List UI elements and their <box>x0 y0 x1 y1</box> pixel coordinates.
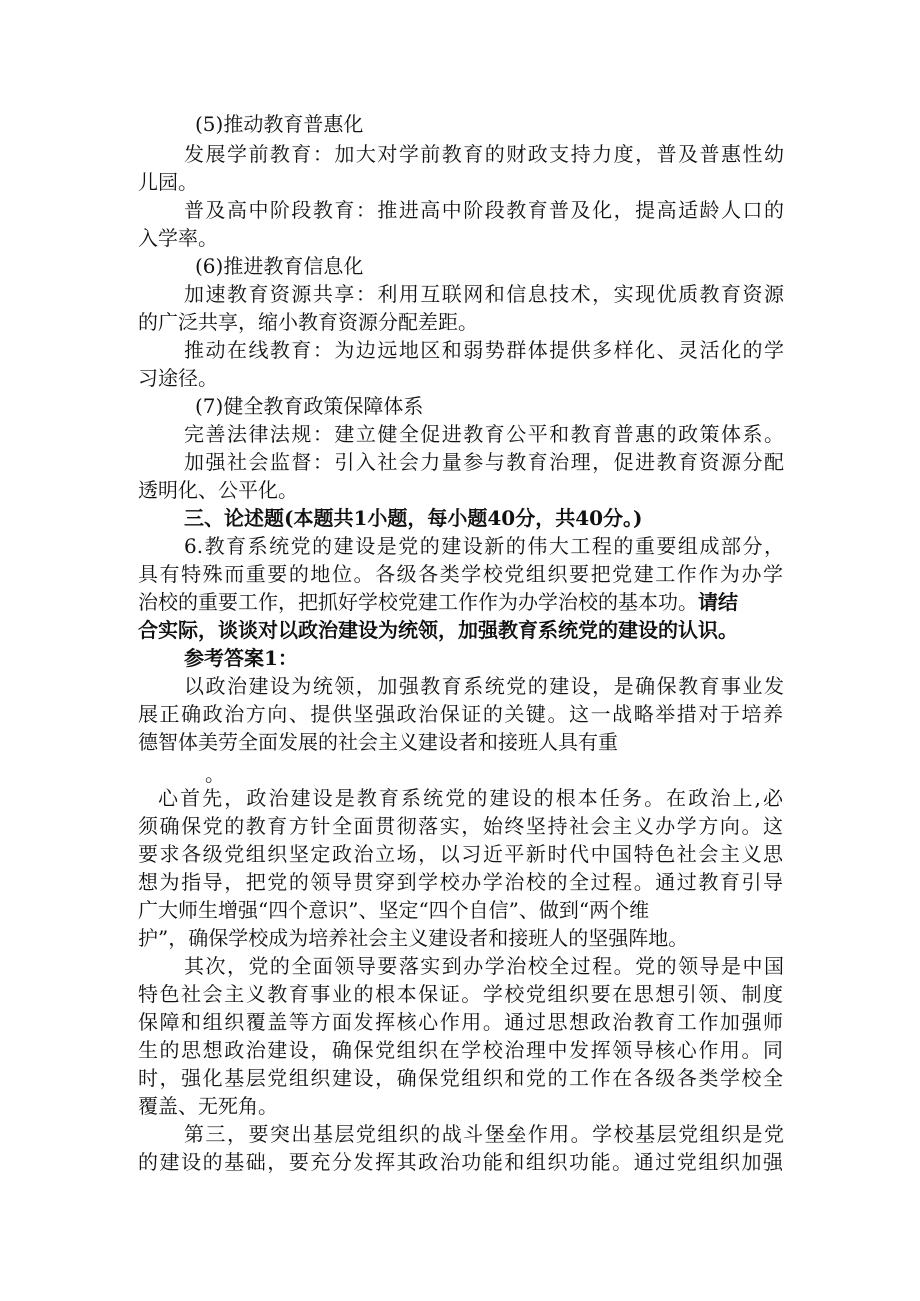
heading-6: (6)推进教育信息化 <box>195 254 364 278</box>
question-prompt: 请结 <box>698 590 738 614</box>
paragraph-line: 须确保党的教育方针全面贯彻落实，始终坚持社会主义办学方向。这 <box>138 814 783 838</box>
paragraph-line: 护”，确保学校成为培养社会主义建设者和接班人的坚强阵地。 <box>138 926 689 950</box>
paragraph-line: 广大师生增强“四个意识”、坚定“四个自信”、做到“两个维 <box>138 898 650 922</box>
paragraph-line: 儿园。 <box>138 170 198 194</box>
question-line <box>138 588 783 616</box>
paragraph-line: 生的思想政治建设，确保党组织在学校治理中发挥领导核心作用。同 <box>138 1038 783 1062</box>
paragraph-line: 习途径。 <box>138 366 218 390</box>
paragraph-line: 普及高中阶段教育：推进高中阶段教育普及化，提高适龄人口的 <box>184 198 784 222</box>
paragraph-line: 的建设的基础，要充分发挥其政治功能和组织功能。通过党组织加强 <box>138 1150 783 1174</box>
paragraph-line: 完善法律法规：建立健全促进教育公平和教育普惠的政策体系。 <box>184 422 784 446</box>
heading-7: (7)健全教育政策保障体系 <box>195 394 424 418</box>
paragraph-line: 德智体美劳全面发展的社会主义建设者和接班人具有重 <box>138 730 618 754</box>
question-text: 治校的重要工作，把抓好学校党建工作作为办学治校的基本功。 <box>138 590 698 614</box>
paragraph-line: 想为指导，把党的领导贯穿到学校办学治校的全过程。通过教育引导 <box>138 870 783 894</box>
question-line: 6.教育系统党的建设是党的建设新的伟大工程的重要组成部分， <box>184 534 784 558</box>
paragraph-line: 以政治建设为统领，加强教育系统党的建设，是确保教育事业发 <box>184 674 784 698</box>
paragraph-line: 其次，党的全面领导要落实到办学治校全过程。党的领导是中国 <box>184 954 784 978</box>
paragraph-line: 推动在线教育：为边远地区和弱势群体提供多样化、灵活化的学 <box>184 338 784 362</box>
paragraph-line: 要求各级党组织坚定政治立场，以习近平新时代中国特色社会主义思 <box>138 842 783 866</box>
paragraph-line: 覆盖、无死角。 <box>138 1094 278 1118</box>
paragraph-line: 透明化、公平化。 <box>138 478 298 502</box>
paragraph-line: 加速教育资源共享：利用互联网和信息技术，实现优质教育资源 <box>184 282 784 306</box>
paragraph-line: 特色社会主义教育事业的根本保证。学校党组织要在思想引领、制度 <box>138 982 783 1006</box>
paragraph-line: 展正确政治方向、提供坚强政治保证的关键。这一战略举措对于培养 <box>138 702 783 726</box>
paragraph-line: 加强社会监督：引入社会力量参与教育治理，促进教育资源分配 <box>184 450 784 474</box>
section-heading: 三、论述题(本题共1小题，每小题40分，共40分。) <box>184 506 643 530</box>
question-line: 具有特殊而重要的地位。各级各类学校党组织要把党建工作作为办学 <box>138 562 783 586</box>
paragraph-line: 的广泛共享，缩小教育资源分配差距。 <box>138 310 478 334</box>
paragraph-line: 第三，要突出基层党组织的战斗堡垒作用。学校基层党组织是党 <box>184 1122 784 1146</box>
stray-punctuation: 。 <box>205 762 225 786</box>
paragraph-line: 入学率。 <box>138 226 218 250</box>
paragraph-line: 保障和组织覆盖等方面发挥核心作用。通过思想政治教育工作加强师 <box>138 1010 783 1034</box>
question-prompt-line: 合实际，谈谈对以政治建设为统领，加强教育系统党的建设的认识。 <box>138 618 738 642</box>
paragraph-line: 时，强化基层党组织建设，确保党组织和党的工作在各级各类学校全 <box>138 1066 783 1090</box>
paragraph-line: 心首先，政治建设是教育系统党的建设的根本任务。在政治上,必 <box>158 786 783 810</box>
answer-label: 参考答案1： <box>184 646 298 670</box>
paragraph-line: 发展学前教育：加大对学前教育的财政支持力度，普及普惠性幼 <box>184 142 784 166</box>
heading-5: (5)推动教育普惠化 <box>195 112 364 136</box>
